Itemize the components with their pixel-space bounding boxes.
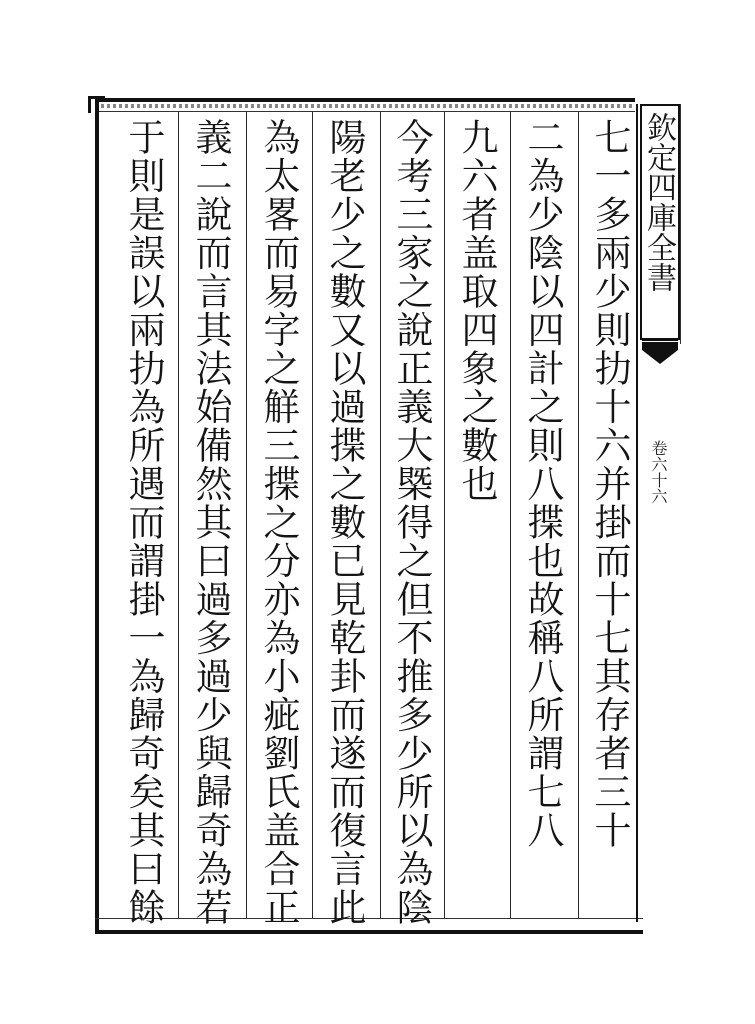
column-rule	[178, 112, 179, 918]
column-rule	[312, 112, 313, 918]
juan-label: 卷六十六	[649, 440, 668, 504]
column-rule	[246, 112, 247, 918]
fishtail-mark	[640, 338, 680, 368]
column-rule	[444, 112, 445, 918]
text-column: 于則是誤以兩扐為所遇而謂掛一為歸奇矣其曰餘	[122, 118, 165, 927]
text-column: 為太畧而易字之觧三揲之分亦為小疵劉氏盖合正	[257, 118, 300, 927]
text-column: 九六者盖取四象之數也	[455, 118, 498, 503]
frame-bottom-border	[95, 918, 643, 934]
frame-top-border	[95, 98, 635, 112]
column-rule	[380, 112, 381, 918]
text-column: 七一多兩少則扐十六并掛而十七其存者三十	[588, 118, 631, 850]
column-rule	[578, 112, 579, 918]
margin-divider	[680, 104, 681, 344]
text-column: 義二說而言其法始備然其曰過多過少與歸奇為若	[189, 118, 232, 927]
text-column: 陽老少之數又以過揲之數已見乾卦而遂而復言此	[323, 118, 366, 927]
text-column: 二為少陰以四計之則八揲也故稱八所謂七八	[521, 118, 564, 850]
book-title: 欽定四庫全書	[640, 104, 680, 340]
frame-left-border	[95, 100, 105, 932]
text-column: 今考三家之說正義大槩得之但不推多少所以為陰	[390, 118, 433, 927]
column-rule	[510, 112, 511, 918]
